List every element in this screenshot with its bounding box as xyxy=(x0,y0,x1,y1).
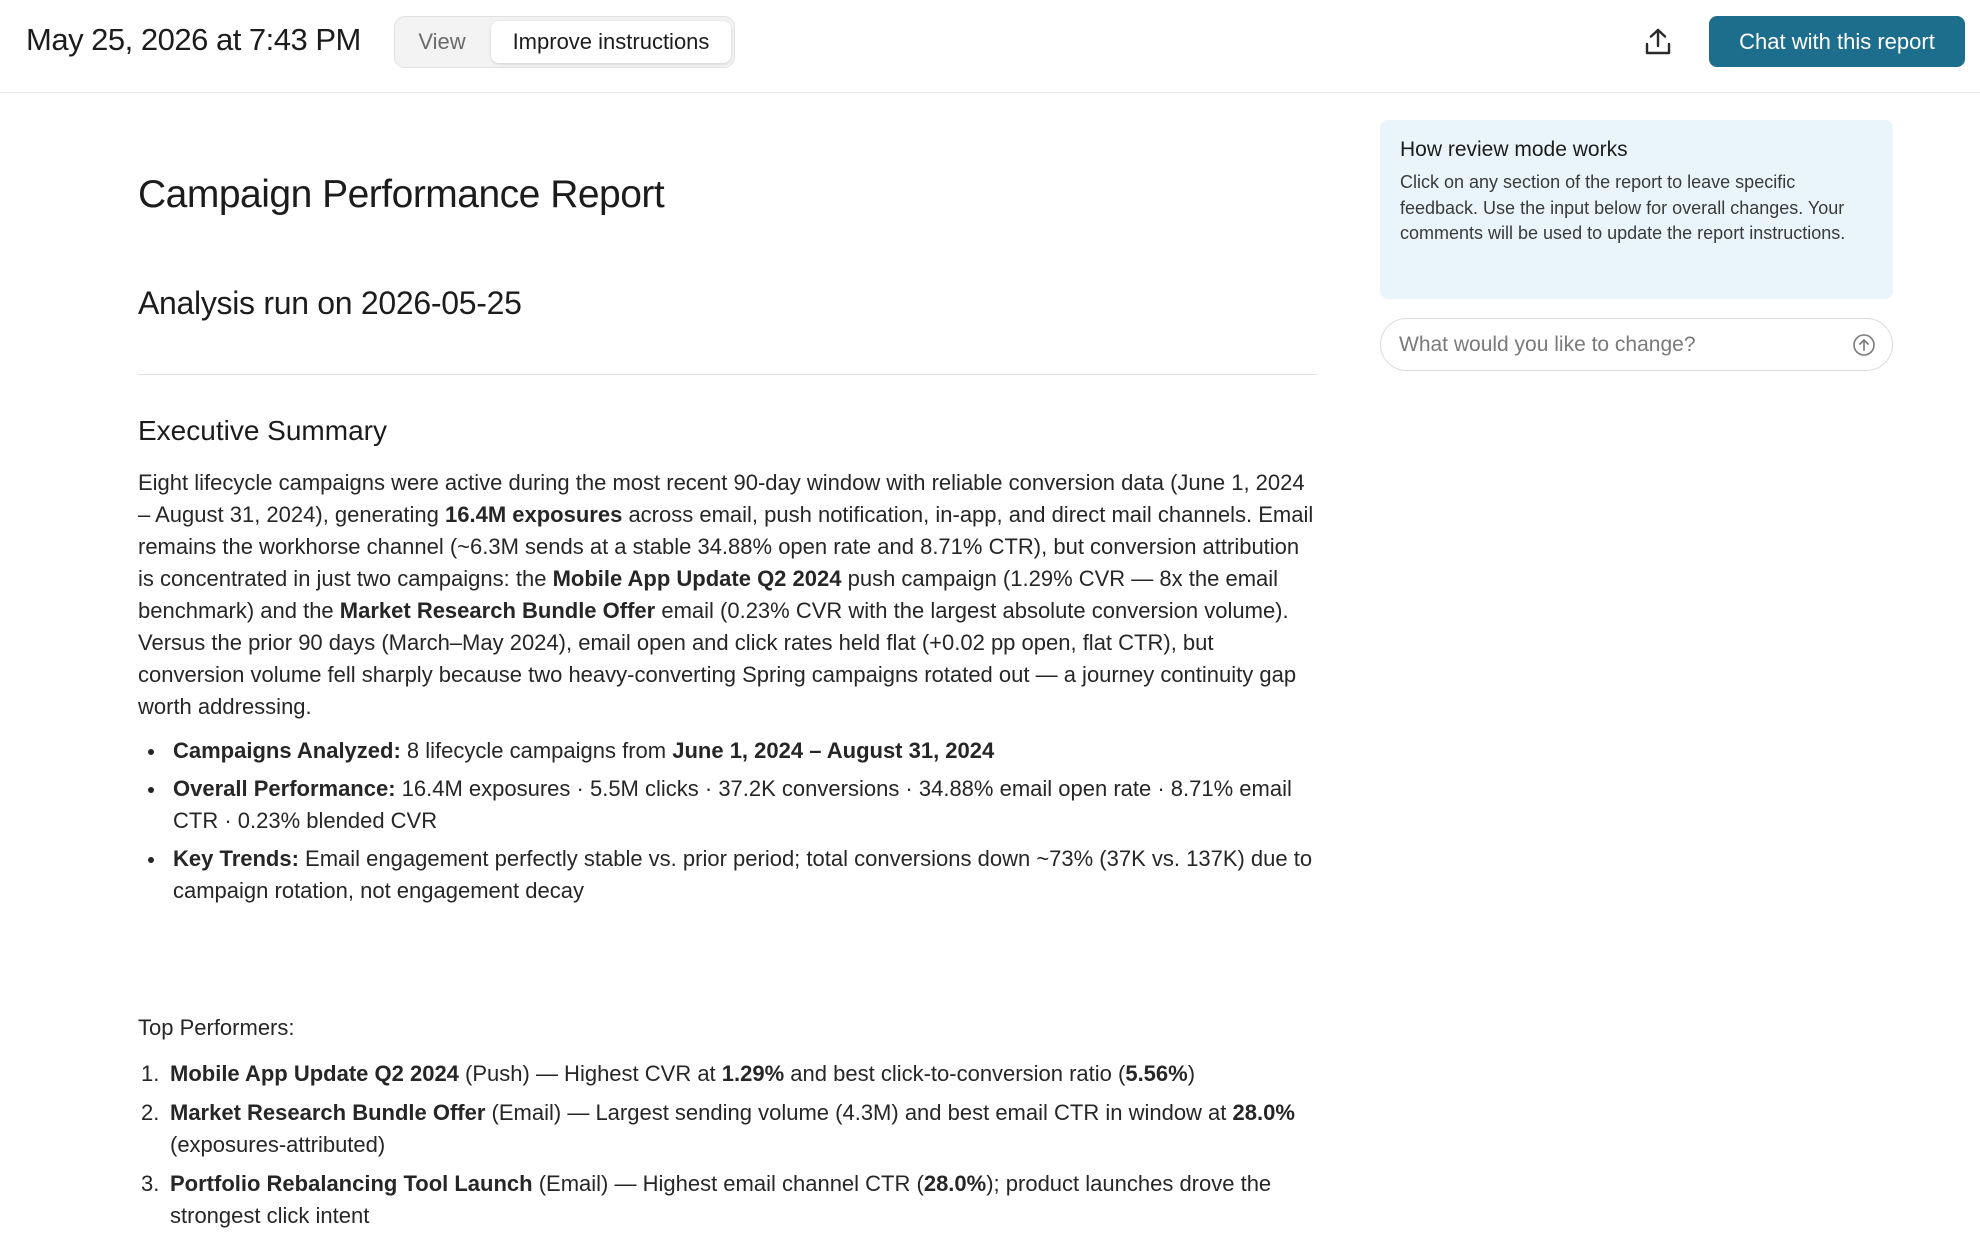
info-title: How review mode works xyxy=(1400,138,1628,161)
mode-toggle xyxy=(394,16,735,68)
top-performers-list xyxy=(138,1058,1318,1239)
upload-share-icon xyxy=(1644,27,1672,57)
report-title: Campaign Performance Report xyxy=(138,173,665,216)
list-item[interactable]: 3. Portfolio Rebalancing Tool Launch (Email) — Highest email channel CTR (28.0%); product launches drove the strongest click intent xyxy=(141,1171,1272,1228)
feedback-input-container xyxy=(1380,318,1893,371)
list-item[interactable]: 2. Market Research Bundle Offer (Email) — Largest sending volume (4.3M) and best email CTR in window at 28.0% (exposures-attributed) xyxy=(141,1100,1295,1157)
list-item[interactable]: Overall Performance: 16.4M exposures · 5.5M clicks · 37.2K conversions · 34.88% email open rate · 8.71% email CTR · 0.23% blended CVR xyxy=(138,773,1318,837)
list-item[interactable]: Campaigns Analyzed: 8 lifecycle campaigns from June 1, 2024 – August 31, 2024 xyxy=(138,735,1318,767)
summary-bullet-list xyxy=(138,735,1318,913)
chat-with-report-button[interactable]: Chat with this report xyxy=(1709,16,1965,67)
report-timestamp: May 25, 2026 at 7:43 PM xyxy=(26,22,361,57)
tab-improve-instructions[interactable]: Improve instructions xyxy=(491,21,731,63)
tab-view[interactable]: View xyxy=(418,29,466,54)
executive-summary-heading: Executive Summary xyxy=(138,415,387,446)
executive-summary-paragraph[interactable]: Eight lifecycle campaigns were active during the most recent 90-day window with reliable conversion data (June 1, 2024 – August 31, 2024), generating 16.4M exposures across email, push notification, in-app, and direct mail channels. Email remains the workhorse channel (~6.3M sends at a stable 34.88% open rate and 8.71% CTR), but conversion attribution is concentrated in just two campaigns: the Mobile App Update Q2 2024 push campaign (1.29% CVR — 8x the email benchmark) and the Market Research Bundle Offer email (0.23% CVR with the largest absolute conversion volume). Versus the prior 90 days (March–May 2024), email open and click rates held flat (+0.02 pp open, flat CTR), but conversion volume fell sharply because two heavy-converting Spring campaigns rotated out — a journey continuity gap worth addressing. xyxy=(138,470,1314,719)
analysis-run-heading: Analysis run on 2026-05-25 xyxy=(138,285,522,321)
review-mode-info-box xyxy=(1380,120,1893,299)
top-performers-label: Top Performers: xyxy=(138,1015,295,1040)
feedback-input[interactable] xyxy=(1399,319,1829,370)
section-divider xyxy=(138,374,1317,375)
share-button[interactable] xyxy=(1640,22,1676,62)
send-arrow-up-icon[interactable] xyxy=(1852,333,1876,357)
list-item[interactable]: 1. Mobile App Update Q2 2024 (Push) — Highest CVR at 1.29% and best click-to-conversion ratio (5.56%) xyxy=(141,1061,1196,1086)
top-bar xyxy=(0,0,1980,93)
info-body: Click on any section of the report to leave specific feedback. Use the input below for overall changes. Your comments will be used to update the report instructions. xyxy=(1400,172,1846,243)
list-item[interactable]: Key Trends: Email engagement perfectly stable vs. prior period; total conversions down ~73% (37K vs. 137K) due to campaign rotation, not engagement decay xyxy=(138,843,1318,907)
